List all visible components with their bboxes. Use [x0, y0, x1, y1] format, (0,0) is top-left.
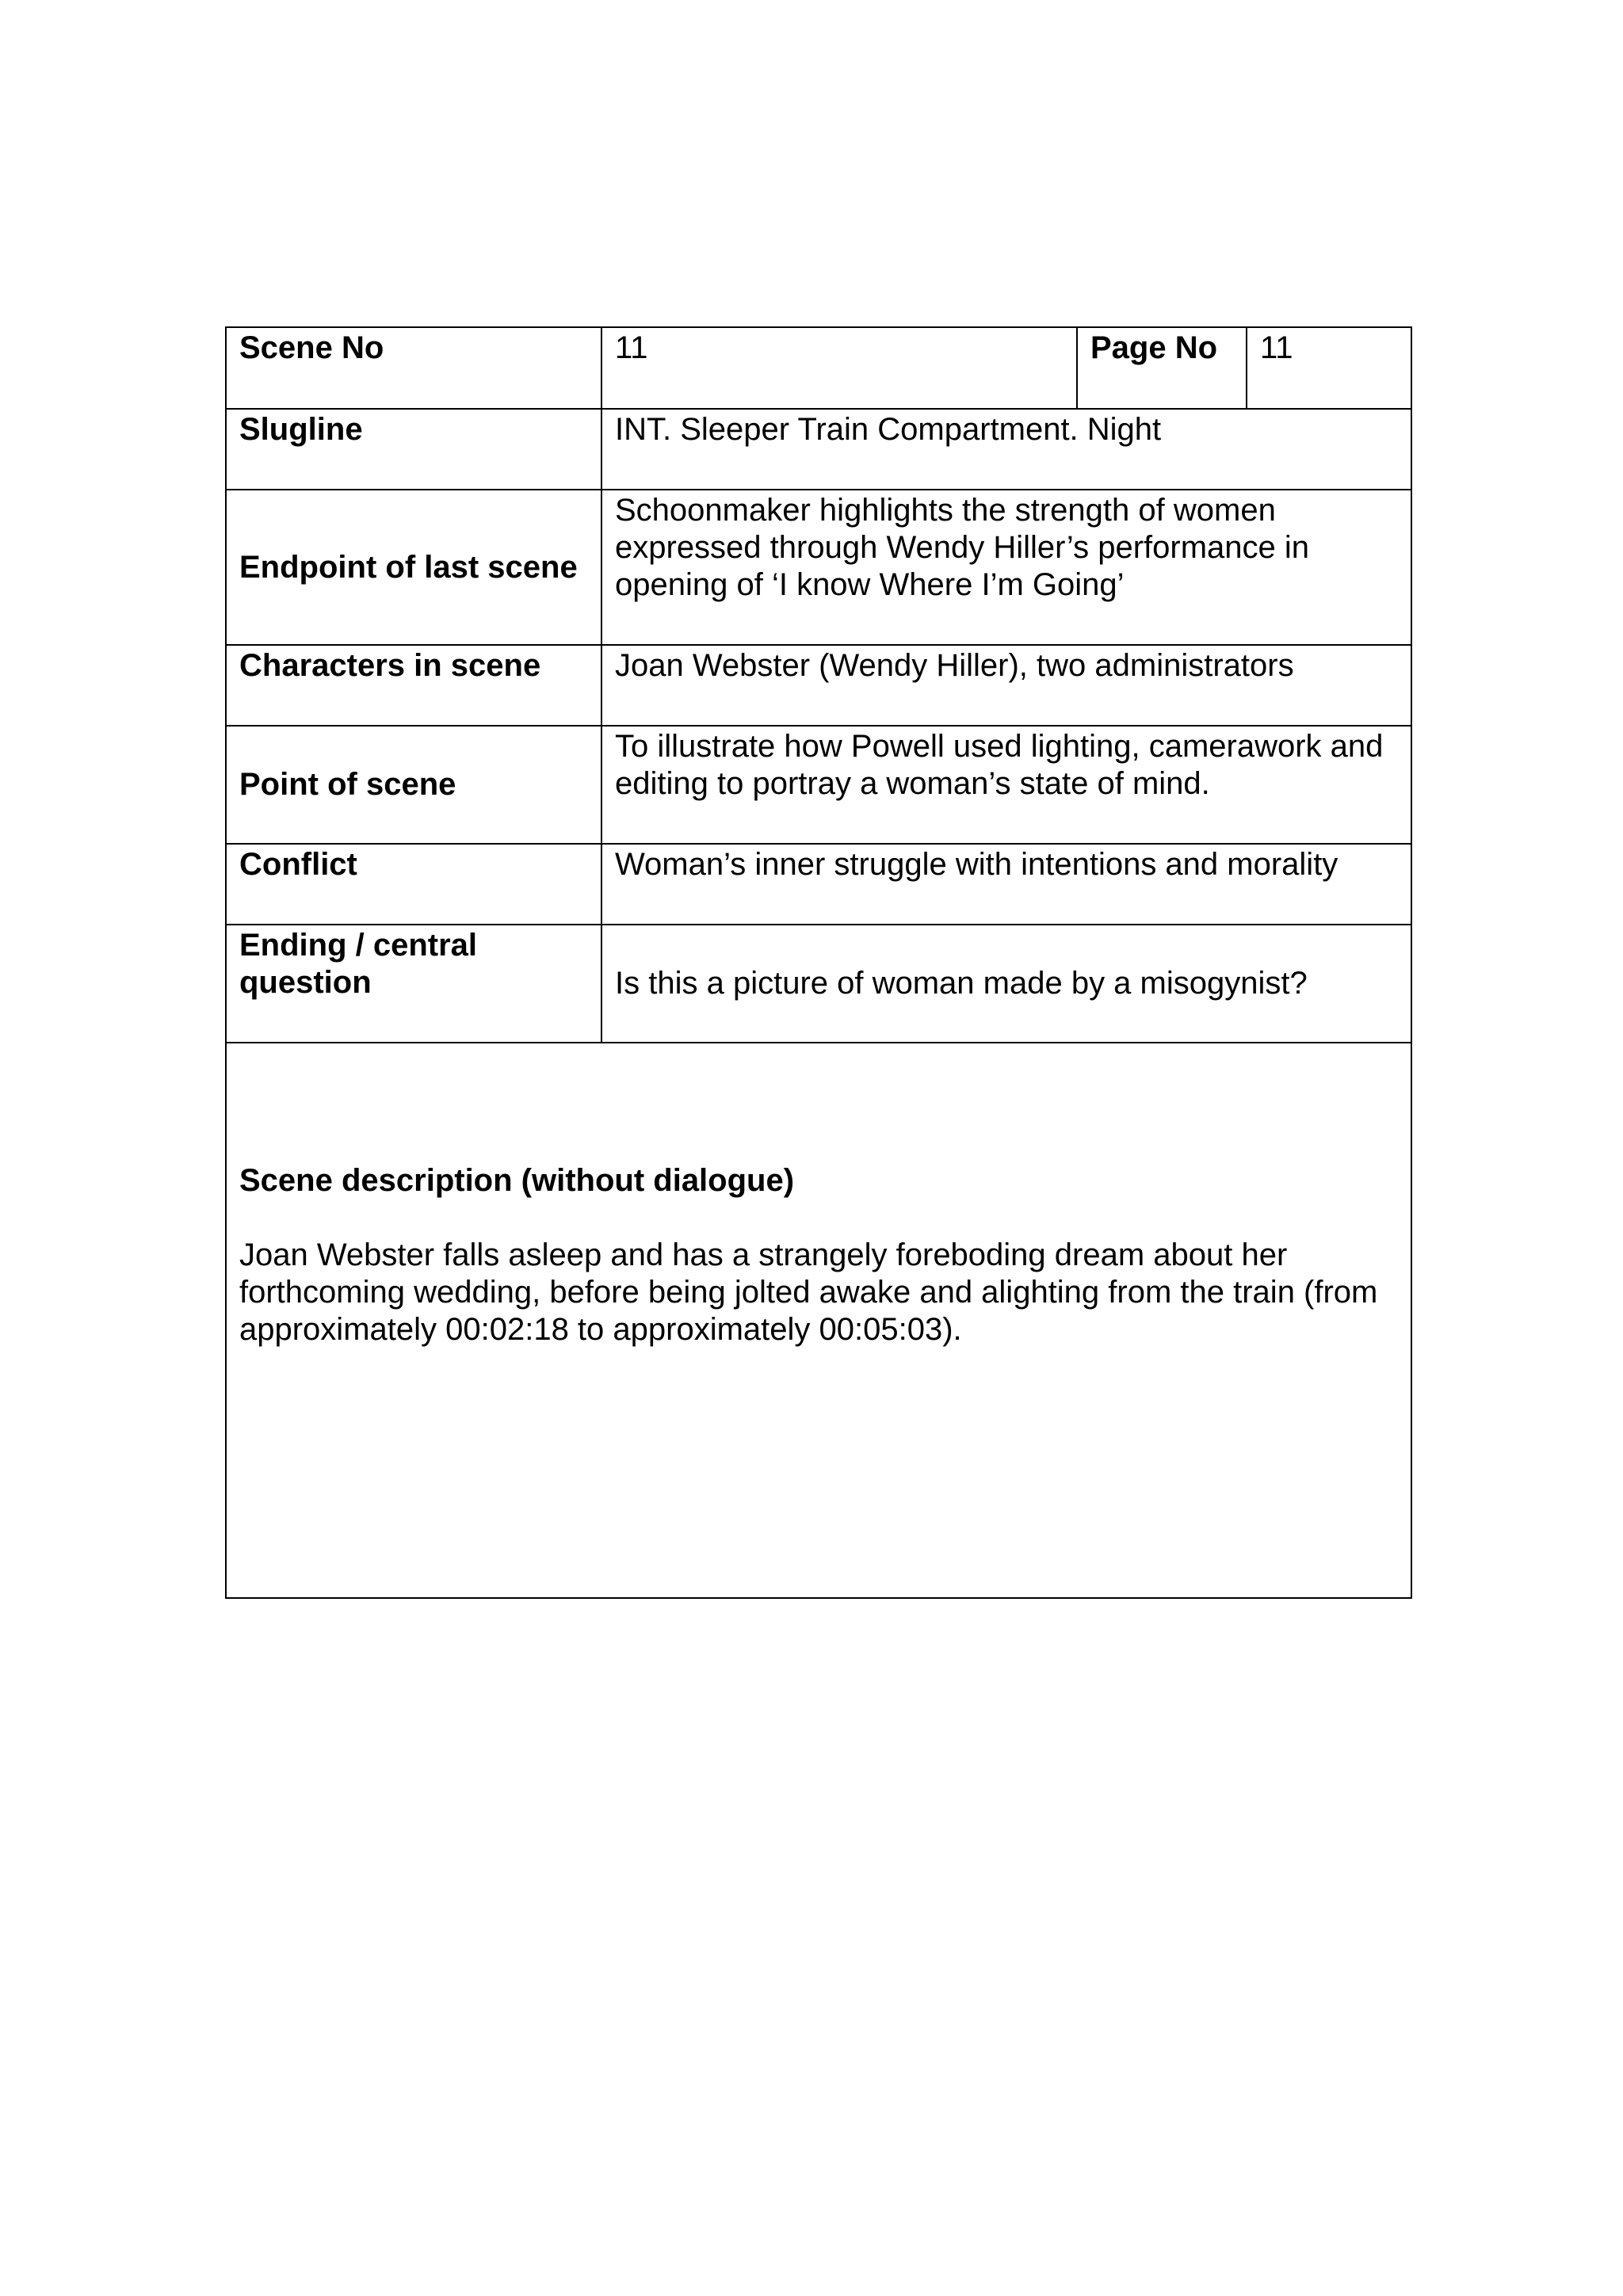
characters-row: [226, 645, 1411, 726]
page-no-value: 11: [1247, 327, 1411, 409]
point-row: [226, 726, 1411, 844]
characters-label: Characters in scene: [226, 645, 601, 726]
ending-label: Ending / central question: [226, 925, 601, 1043]
scene-no-value: 11: [601, 327, 1077, 409]
endpoint-label: Endpoint of last scene: [226, 490, 601, 645]
scene-no-row: [226, 327, 1411, 409]
conflict-row: [226, 844, 1411, 925]
point-label: Point of scene: [226, 726, 601, 844]
description-heading: Scene description (without dialogue): [239, 1163, 795, 1198]
endpoint-row: [226, 490, 1411, 645]
slugline-label: Slugline: [226, 409, 601, 490]
endpoint-value: Schoonmaker highlights the strength of women expressed through Wendy Hiller’s performance in opening of ‘I know Where I’m Going’: [601, 490, 1411, 645]
conflict-label: Conflict: [226, 844, 601, 925]
ending-row: [226, 925, 1411, 1043]
conflict-value: Woman’s inner struggle with intentions and morality: [601, 844, 1411, 925]
point-value: To illustrate how Powell used lighting, camerawork and editing to portray a woman’s state of mind.: [601, 726, 1411, 844]
ending-value: Is this a picture of woman made by a misogynist?: [601, 925, 1411, 1043]
slugline-value: INT. Sleeper Train Compartment. Night: [601, 409, 1411, 490]
description-text: Joan Webster falls asleep and has a strangely foreboding dream about her forthcoming wedding, before being jolted awake and alighting from the train (from approximately 00:02:18 to approximately 00:05:03).: [239, 1238, 1378, 1347]
characters-value: Joan Webster (Wendy Hiller), two administrators: [601, 645, 1411, 726]
scene-breakdown-table: [225, 326, 1412, 1599]
scene-no-label: Scene No: [226, 327, 601, 409]
page-no-label: Page No: [1077, 327, 1247, 409]
description-cell: [226, 1043, 1411, 1598]
slugline-row: [226, 409, 1411, 490]
description-row: [226, 1043, 1411, 1598]
